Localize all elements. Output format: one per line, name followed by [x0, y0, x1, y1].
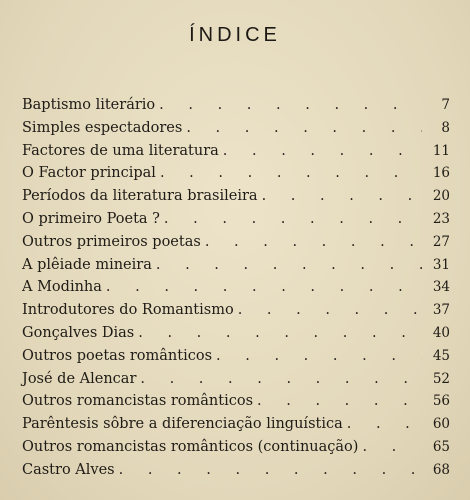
- dot-leader: [262, 188, 422, 204]
- toc-entry: [22, 120, 450, 143]
- toc-entry-title: O Factor principal: [22, 165, 156, 182]
- toc-entry-title: Simples espectadores: [22, 119, 183, 136]
- toc-entry-title: Outros primeiros poetas: [22, 233, 201, 250]
- toc-entry-title: A Modinha: [22, 279, 102, 296]
- dot-leader: [223, 143, 422, 159]
- dot-leader: [257, 393, 422, 409]
- toc-entry: [22, 257, 450, 280]
- toc-entry: [22, 348, 450, 371]
- dot-leader: [362, 439, 422, 455]
- dot-leader: [164, 211, 422, 227]
- dot-leader: [205, 234, 422, 250]
- toc-entry-page: 45: [432, 347, 450, 364]
- toc-entry-page: 56: [432, 393, 450, 410]
- toc-entry-title: José de Alencar: [22, 370, 137, 387]
- toc-entry-page: 34: [432, 279, 450, 296]
- toc-entry-page: 16: [432, 165, 450, 182]
- toc-entry: [22, 439, 450, 462]
- toc-entry-title: Castro Alves: [22, 461, 115, 478]
- toc-entry-title: Outros poetas românticos: [22, 347, 213, 364]
- table-of-contents: [22, 97, 450, 485]
- toc-entry-page: 68: [432, 461, 450, 478]
- toc-entry-page: 52: [432, 370, 450, 387]
- dot-leader: [119, 462, 422, 478]
- dot-leader: [156, 257, 422, 273]
- dot-leader: [238, 302, 422, 318]
- toc-entry-title: Baptismo literário: [22, 97, 156, 113]
- toc-entry: [22, 325, 450, 348]
- toc-entry-page: 23: [432, 210, 450, 227]
- toc-entry-page: 27: [432, 233, 450, 250]
- toc-entry-page: 11: [432, 142, 450, 159]
- toc-entry: [22, 143, 450, 166]
- toc-entry-title: Introdutores do Romantismo: [22, 302, 234, 319]
- dot-leader: [347, 416, 422, 432]
- toc-entry-title: Parêntesis sôbre a diferenciação linguística: [22, 416, 343, 433]
- toc-entry: [22, 234, 450, 257]
- toc-entry-title: A plêiade mineira: [22, 256, 152, 273]
- toc-entry-page: 31: [432, 256, 450, 273]
- dot-leader: [106, 279, 422, 295]
- toc-entry: [22, 188, 450, 211]
- toc-entry: [22, 211, 450, 234]
- toc-entry-title: Outros romancistas românticos: [22, 393, 254, 410]
- toc-entry-page: 60: [432, 416, 450, 433]
- toc-entry: [22, 393, 450, 416]
- toc-entry-page: 7: [441, 97, 450, 113]
- toc-entry: [22, 165, 450, 188]
- toc-entry-page: 20: [432, 188, 450, 205]
- dot-leader: [138, 325, 422, 341]
- dot-leader: [186, 120, 422, 136]
- toc-entry-page: 40: [432, 324, 450, 341]
- toc-entry-page: 65: [432, 438, 450, 455]
- dot-leader: [140, 371, 422, 387]
- toc-entry: [22, 279, 450, 302]
- toc-entry: [22, 416, 450, 439]
- toc-entry-page: 37: [432, 302, 450, 319]
- toc-entry: [22, 371, 450, 394]
- dot-leader: [216, 348, 422, 364]
- toc-entry-title: O primeiro Poeta ?: [22, 210, 160, 227]
- toc-entry-title: Outros romancistas românticos (continuação): [22, 438, 359, 455]
- dot-leader: [159, 97, 422, 113]
- toc-entry-title: Períodos da literatura brasileira: [22, 188, 258, 205]
- toc-entry: [22, 462, 450, 485]
- dot-leader: [160, 165, 422, 181]
- toc-entry-title: Factores de uma literatura: [22, 142, 219, 159]
- page-title: ÍNDICE: [189, 24, 281, 46]
- toc-entry: [22, 97, 450, 120]
- toc-entry-title: Gonçalves Dias: [22, 324, 135, 341]
- toc-entry: [22, 302, 450, 325]
- toc-entry-page: 8: [441, 119, 450, 136]
